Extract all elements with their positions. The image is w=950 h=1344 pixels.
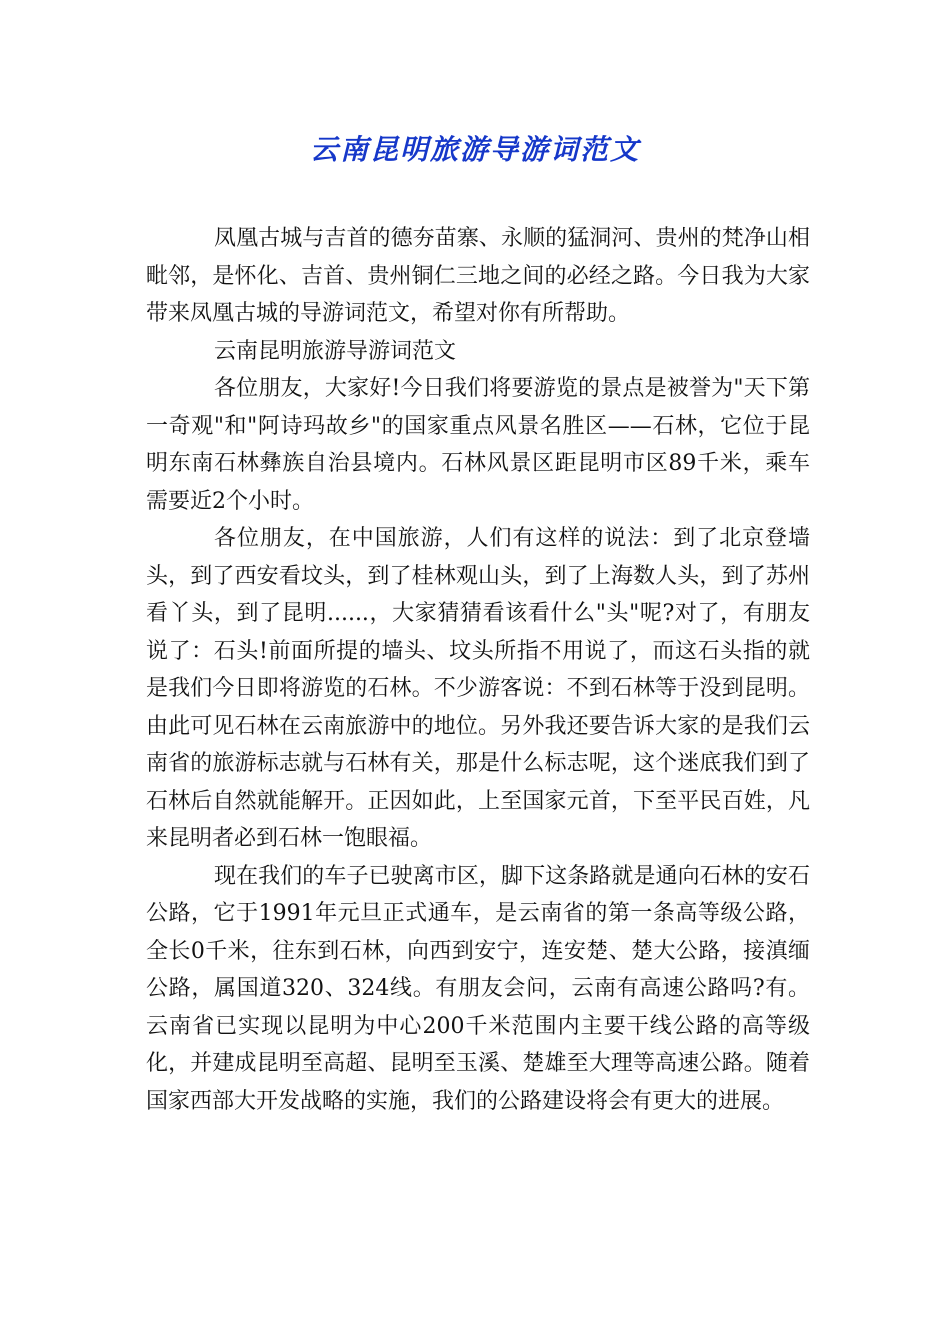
document-body — [146, 220, 810, 1120]
paragraph-stone-forest: 各位朋友，在中国旅游，人们有这样的说法：到了北京登墙头，到了西安看坟头，到了桂林观山头，到了上海数人头，到了苏州看丫头，到了昆明......，大家猜猜看该看什么"头"呢?对了，有朋友说了：石头!前面所提的墙头、坟头所指不用说了，而这石头指的就是我们今日即将游览的石林。不少游客说：不到石林等于没到昆明。由此可见石林在云南旅游中的地位。另外我还要告诉大家的是我们云南省的旅游标志就与石林有关，那是什么标志呢，这个迷底我们到了石林后自然就能解开。正因如此，上至国家元首，下至平民百姓，凡来昆明者必到石林一饱眼福。 — [146, 526, 810, 851]
document-title: 云南昆明旅游导游词范文 — [309, 133, 640, 166]
paragraph-subtitle: 云南昆明旅游导游词范文 — [214, 338, 457, 364]
paragraph-intro: 凤凰古城与吉首的德夯苗寨、永顺的猛洞河、贵州的梵净山相毗邻，是怀化、吉首、贵州铜仁三地之间的必经之路。今日我为大家带来凤凰古城的导游词范文，希望对你有所帮助。 — [146, 226, 810, 326]
paragraph-greeting: 各位朋友，大家好!今日我们将要游览的景点是被誉为"天下第一奇观"和"阿诗玛故乡"的国家重点风景名胜区——石林，它位于昆明东南石林彝族自治县境内。石林风景区距昆明市区89千米，乘车需要近2个小时。 — [146, 376, 810, 514]
paragraph-highway: 现在我们的车子已驶离市区，脚下这条路就是通向石林的安石公路，它于1991年元旦正式通车，是云南省的第一条高等级公路，全长0千米，往东到石林，向西到安宁，连安楚、楚大公路，接滇缅公路，属国道320、324线。有朋友会问，云南有高速公路吗?有。云南省已实现以昆明为中心200千米范围内主要干线公路的高等级化，并建成昆明至高超、昆明至玉溪、楚雄至大理等高速公路。随着国家西部大开发战略的实施，我们的公路建设将会有更大的进展。 — [146, 863, 810, 1114]
